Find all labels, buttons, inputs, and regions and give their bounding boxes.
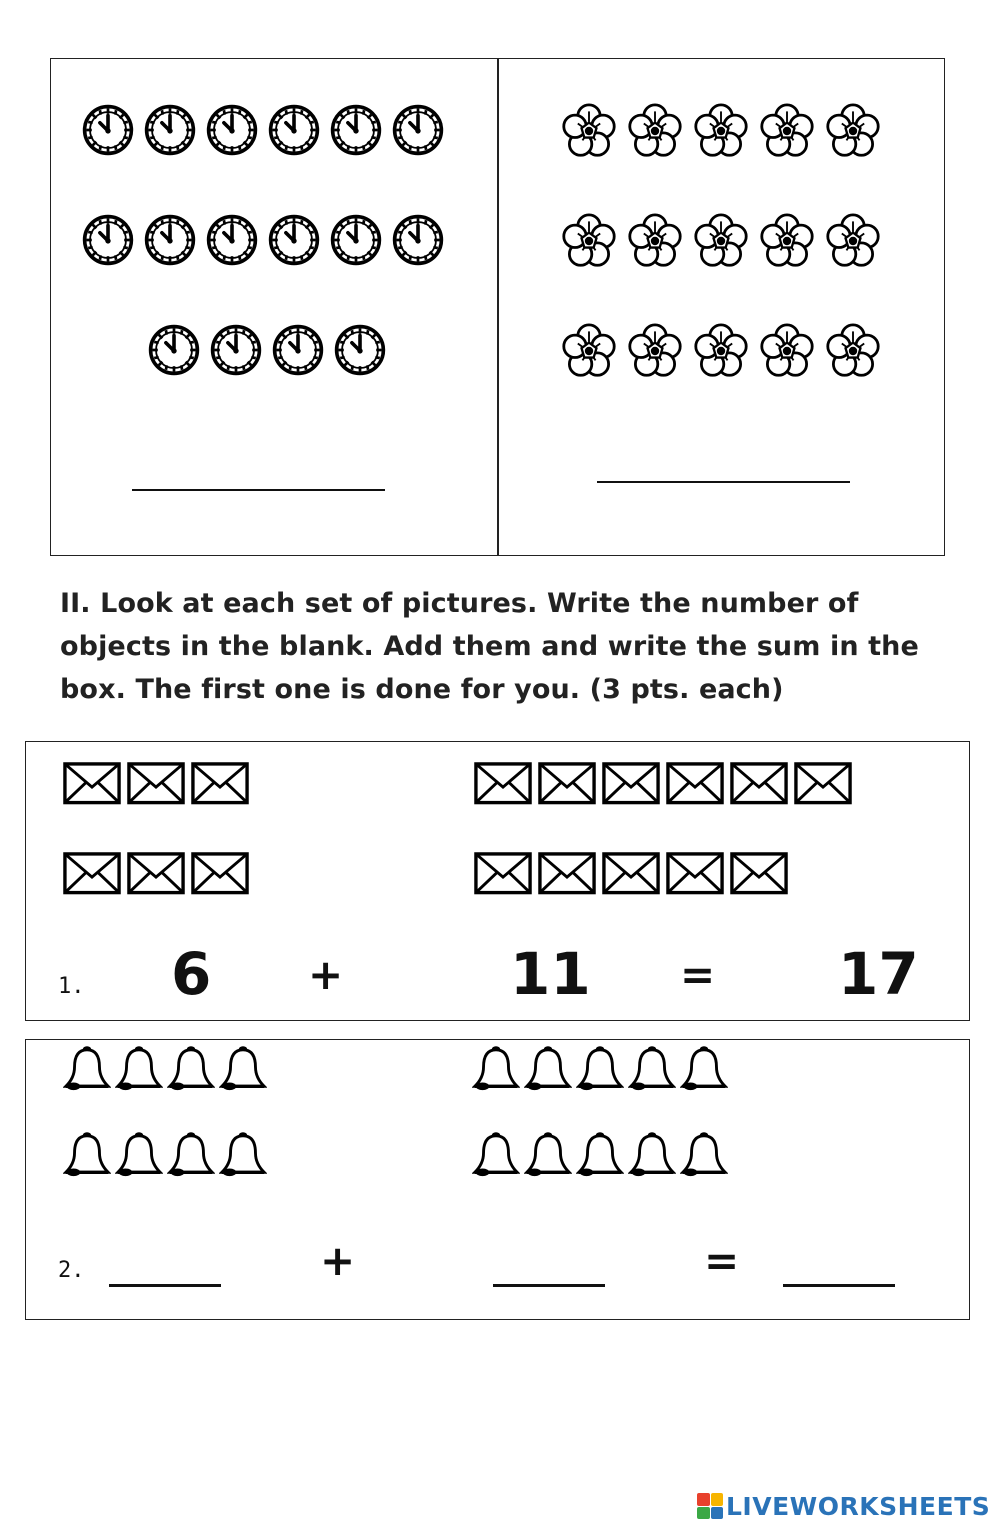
bell-icon <box>680 1046 728 1094</box>
equals-sign: = <box>704 1236 740 1285</box>
exercise-1-box <box>25 741 970 1021</box>
flower-icon <box>759 213 815 269</box>
bell-icon <box>472 1046 520 1094</box>
envelope-icon <box>602 852 660 895</box>
bell-icon <box>115 1046 163 1094</box>
bell-icon <box>628 1046 676 1094</box>
logo-square-yellow <box>711 1493 724 1506</box>
answer-line-clocks[interactable] <box>132 489 385 491</box>
bell-icon <box>63 1132 111 1180</box>
clock-icon <box>391 103 445 157</box>
flower-icon <box>825 213 881 269</box>
flower-icon <box>693 213 749 269</box>
envelope-icon <box>730 852 788 895</box>
flower-icon <box>561 213 617 269</box>
clock-icon <box>329 103 383 157</box>
clock-icon <box>205 213 259 267</box>
envelope-icon <box>794 762 852 805</box>
flower-icon <box>561 103 617 159</box>
envelope-icon <box>474 762 532 805</box>
equals-sign: = <box>680 950 716 999</box>
bell-icon <box>628 1132 676 1180</box>
clock-icon <box>205 103 259 157</box>
addend-1-blank[interactable] <box>109 1284 221 1287</box>
clock-icon <box>333 323 387 377</box>
envelope-icon <box>666 762 724 805</box>
clock-icon <box>267 103 321 157</box>
clock-row-2 <box>81 213 445 267</box>
envelope-icon <box>538 762 596 805</box>
envelope-icon <box>127 762 185 805</box>
bell-icon <box>680 1132 728 1180</box>
bell-icon <box>167 1132 215 1180</box>
bell-row-right-1 <box>472 1046 728 1094</box>
envelope-icon <box>666 852 724 895</box>
logo-square-red <box>697 1493 710 1506</box>
envelope-row-left-1 <box>63 762 249 805</box>
exercise-number: 2. <box>58 1258 85 1283</box>
addend-1: 6 <box>171 940 212 1008</box>
instructions-text: II. Look at each set of pictures. Write the number of objects in the blank. Add them and write the sum in the box. The first one is done for you. (3 pts. each) <box>60 588 919 705</box>
logo-square-blue <box>711 1507 724 1520</box>
exercise-2-box <box>25 1039 970 1320</box>
envelope-icon <box>474 852 532 895</box>
flower-icon <box>759 103 815 159</box>
bell-icon <box>219 1046 267 1094</box>
bell-row-left-2 <box>63 1132 267 1180</box>
plus-sign: + <box>320 1236 356 1285</box>
box-divider <box>497 59 499 555</box>
clock-icon <box>143 103 197 157</box>
flower-icon <box>825 103 881 159</box>
exercise-number: 1. <box>58 974 85 999</box>
envelope-row-right-2 <box>474 852 788 895</box>
flower-icon <box>627 213 683 269</box>
plus-sign: + <box>308 950 344 999</box>
envelope-icon <box>730 762 788 805</box>
sum-blank[interactable] <box>783 1284 895 1287</box>
flower-icon <box>693 103 749 159</box>
addend-2: 11 <box>510 940 591 1008</box>
bell-icon <box>167 1046 215 1094</box>
flower-icon <box>759 323 815 379</box>
bell-icon <box>576 1132 624 1180</box>
flower-row-2 <box>561 213 881 269</box>
bell-row-right-2 <box>472 1132 728 1180</box>
clock-icon <box>391 213 445 267</box>
clock-icon <box>209 323 263 377</box>
bell-icon <box>576 1046 624 1094</box>
envelope-row-right-1 <box>474 762 852 805</box>
flower-icon <box>693 323 749 379</box>
flower-icon <box>561 323 617 379</box>
flower-icon <box>627 103 683 159</box>
envelope-icon <box>191 852 249 895</box>
liveworksheets-logo <box>697 1490 990 1522</box>
envelope-row-left-2 <box>63 852 249 895</box>
flower-icon <box>825 323 881 379</box>
logo-text: LIVEWORKSHEETS <box>726 1491 991 1521</box>
clock-row-1 <box>81 103 445 157</box>
clock-icon <box>81 103 135 157</box>
logo-square-green <box>697 1507 710 1520</box>
bell-icon <box>219 1132 267 1180</box>
addend-2-blank[interactable] <box>493 1284 605 1287</box>
bell-icon <box>472 1132 520 1180</box>
flower-row-1 <box>561 103 881 159</box>
clock-row-3 <box>147 323 387 377</box>
counting-box <box>50 58 945 556</box>
envelope-icon <box>63 762 121 805</box>
sum-value: 17 <box>838 940 919 1008</box>
flower-icon <box>627 323 683 379</box>
clock-icon <box>329 213 383 267</box>
envelope-icon <box>191 762 249 805</box>
bell-icon <box>524 1132 572 1180</box>
bell-icon <box>524 1046 572 1094</box>
clock-icon <box>147 323 201 377</box>
flower-row-3 <box>561 323 881 379</box>
bell-icon <box>115 1132 163 1180</box>
clock-icon <box>143 213 197 267</box>
answer-line-flowers[interactable] <box>597 481 850 483</box>
bell-icon <box>63 1046 111 1094</box>
clock-icon <box>271 323 325 377</box>
clock-icon <box>81 213 135 267</box>
bell-row-left-1 <box>63 1046 267 1094</box>
envelope-icon <box>127 852 185 895</box>
envelope-icon <box>63 852 121 895</box>
envelope-icon <box>538 852 596 895</box>
envelope-icon <box>602 762 660 805</box>
logo-mark-icon <box>697 1493 723 1519</box>
clock-icon <box>267 213 321 267</box>
